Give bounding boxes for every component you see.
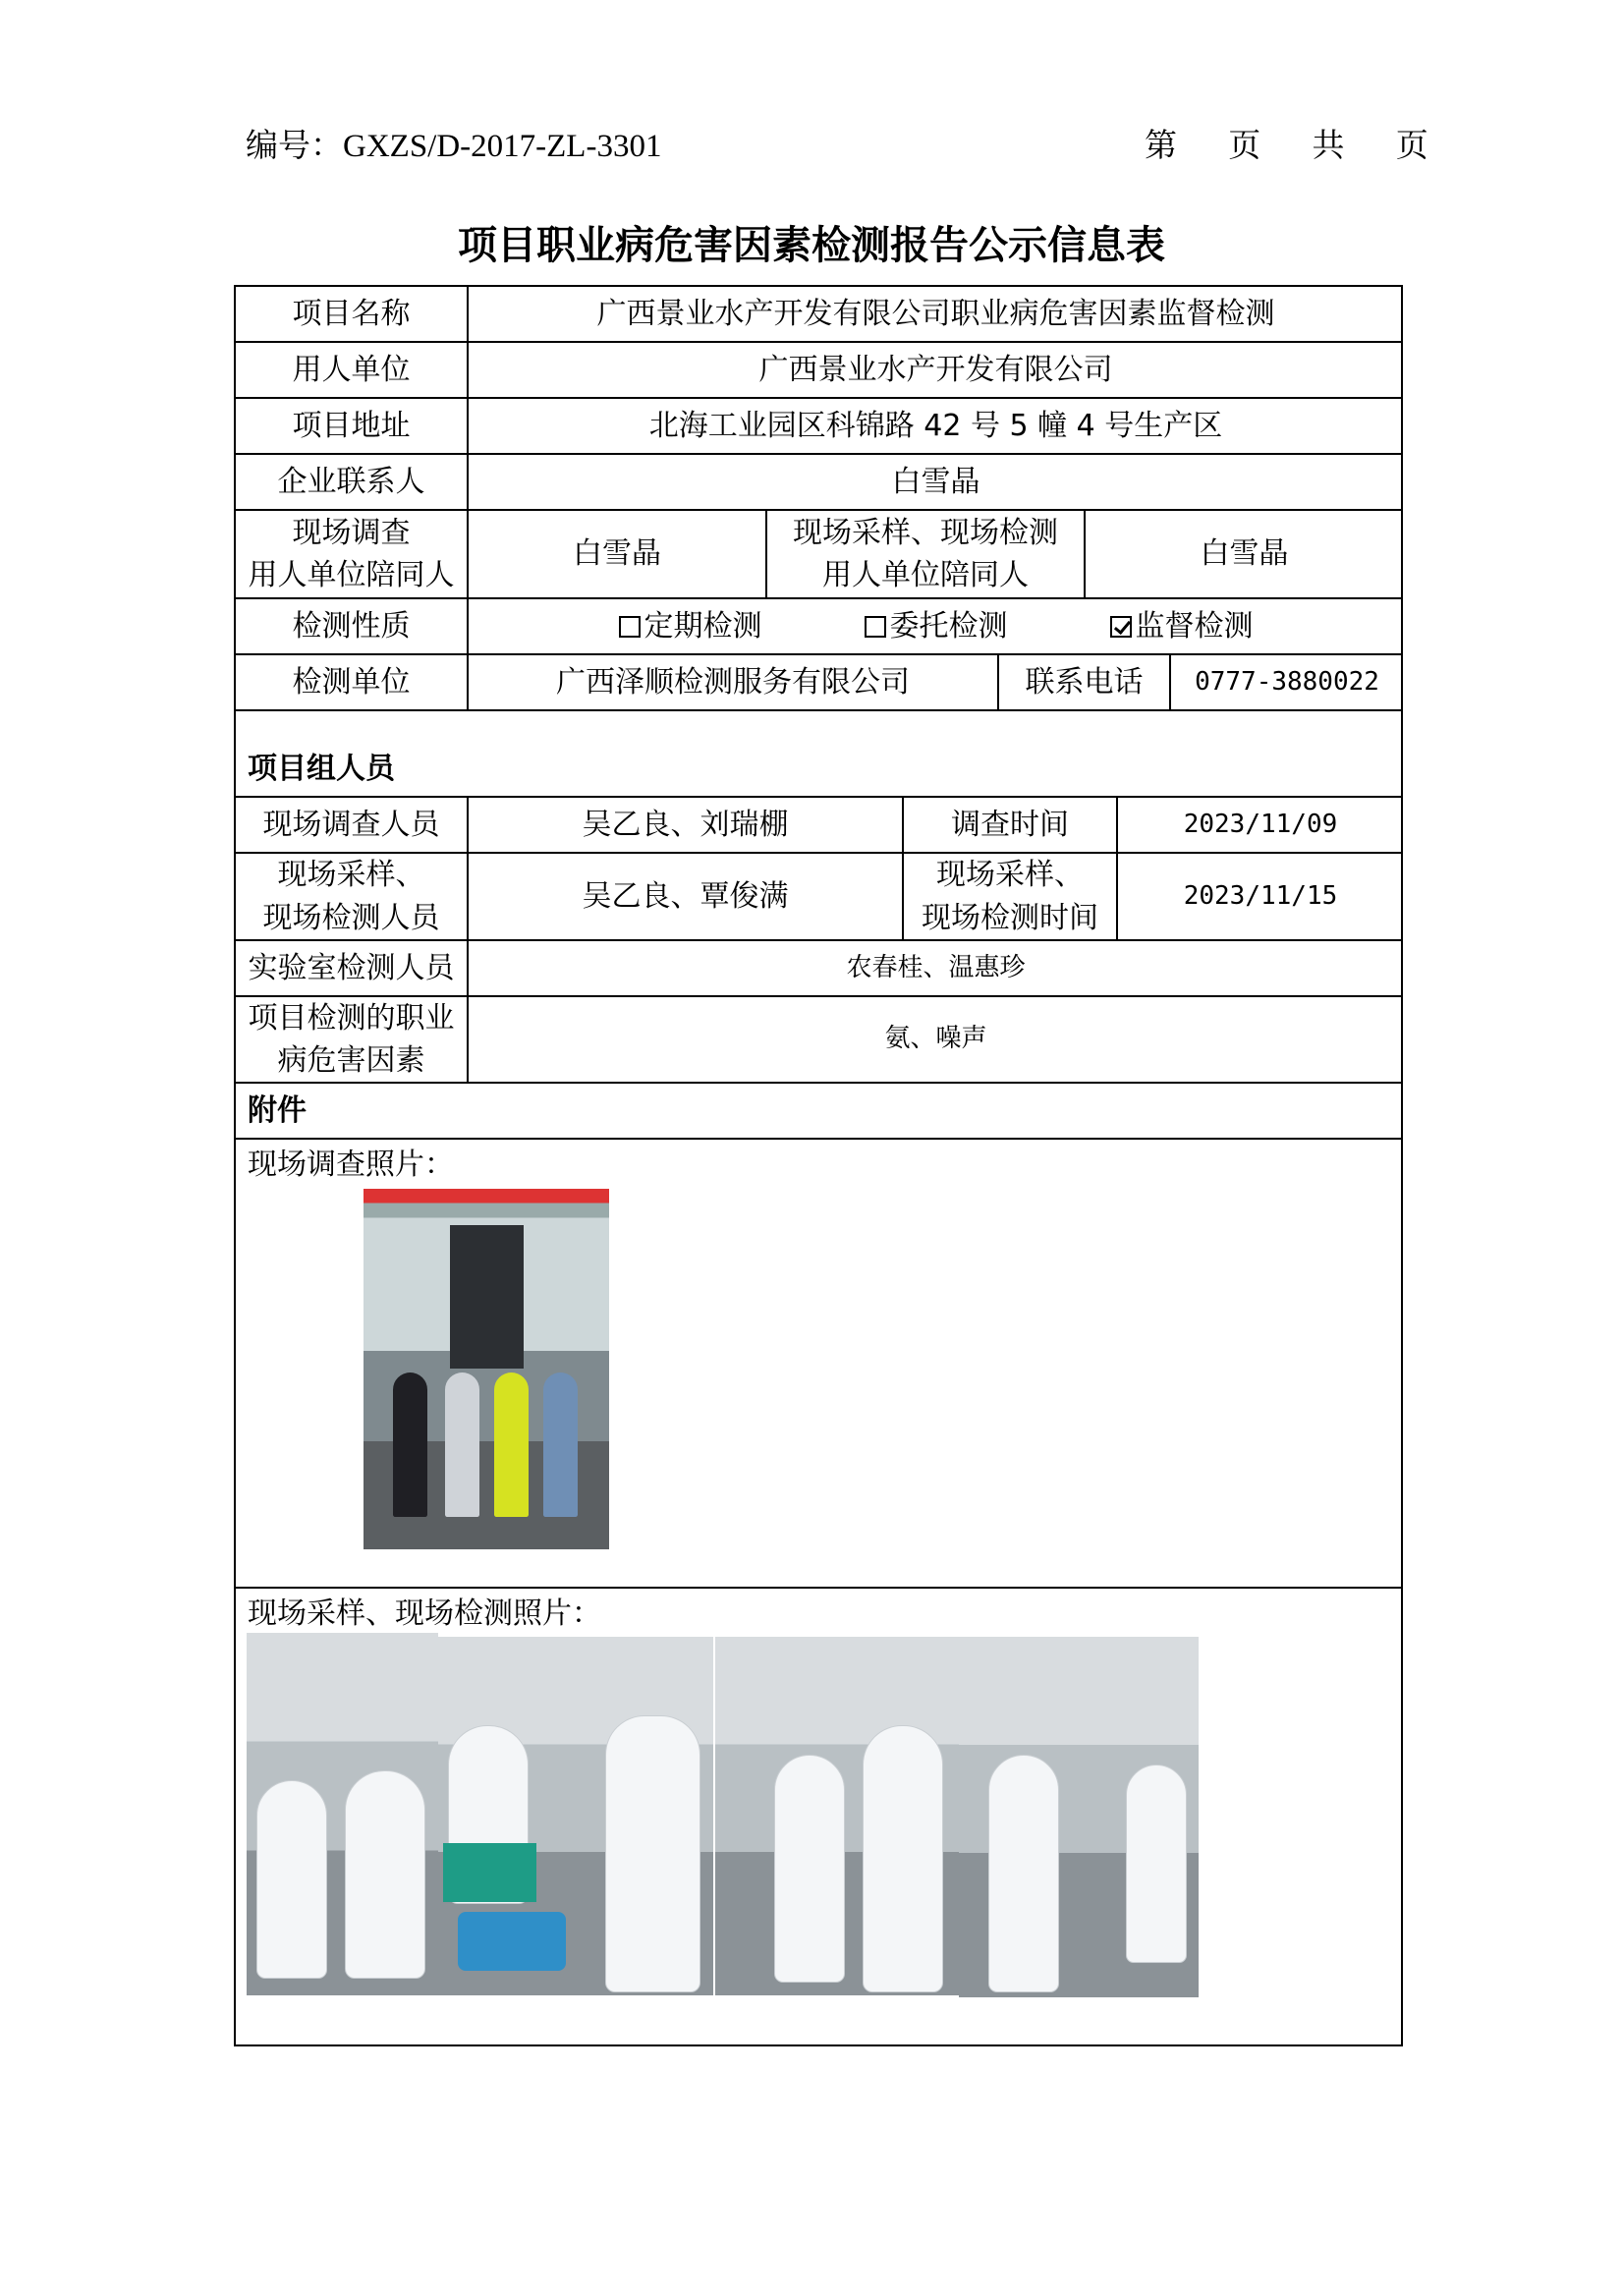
phone-value: 0777-3880022 [1171, 655, 1403, 711]
lab-value: 广西泽顺检测服务有限公司 [469, 655, 999, 711]
samplers-value: 吴乙良、覃俊满 [469, 854, 904, 941]
contact-value: 白雪晶 [469, 455, 1403, 511]
sampling-photo-2 [438, 1637, 713, 1995]
surveyors-value: 吴乙良、刘瑞棚 [469, 798, 904, 854]
photo-worker [774, 1755, 845, 1983]
employer-label: 用人单位 [236, 343, 469, 399]
nature-options [469, 599, 1403, 655]
survey-photos-label: 现场调查照片： [248, 1148, 454, 1182]
employer-value: 广西景业水产开发有限公司 [469, 343, 1403, 399]
photo-door [450, 1225, 524, 1370]
survey-escort-label: 现场调查 用人单位陪同人 [236, 511, 469, 599]
sampling-photos-label: 现场采样、现场检测照片： [248, 1596, 601, 1631]
photo-crate [443, 1843, 536, 1902]
project-name-label: 项目名称 [236, 287, 469, 343]
lab-staff-value: 农春桂、温惠珍 [469, 941, 1403, 997]
sampling-photo-1 [247, 1633, 438, 1995]
photo-tub [458, 1912, 566, 1971]
photo-worker [988, 1755, 1059, 1992]
page-count: 第 页 共 页 [1145, 129, 1450, 164]
nature-label: 检测性质 [236, 599, 469, 655]
info-table [234, 285, 1403, 2046]
sampling-escort-label: 现场采样、现场检测 用人单位陪同人 [767, 511, 1086, 599]
option-entrusted [865, 605, 1008, 648]
checkbox-icon [865, 616, 886, 638]
document-title: 项目职业病危害因素检测报告公示信息表 [458, 222, 1165, 268]
samplers-label: 现场采样、 现场检测人员 [236, 854, 469, 941]
survey-photo [364, 1189, 609, 1549]
lab-staff-label: 实验室检测人员 [236, 941, 469, 997]
document-number: 编号：GXZS/D-2017-ZL-3301 [246, 129, 662, 164]
surveyors-label: 现场调查人员 [236, 798, 469, 854]
survey-time-label: 调查时间 [904, 798, 1118, 854]
photo-worker [863, 1725, 943, 1992]
sampling-time-label: 现场采样、 现场检测时间 [904, 854, 1118, 941]
option-label: 委托检测 [889, 608, 1008, 644]
address-label: 项目地址 [236, 399, 469, 455]
photo-worker [1126, 1764, 1187, 1963]
photo-person [393, 1372, 427, 1517]
sampling-escort-value: 白雪晶 [1086, 511, 1403, 599]
checked-checkbox-icon [1110, 616, 1132, 638]
photo-person [494, 1372, 529, 1517]
photo-worker [605, 1715, 700, 1992]
option-supervisory [1110, 605, 1254, 648]
lab-label: 检测单位 [236, 655, 469, 711]
contact-label: 企业联系人 [236, 455, 469, 511]
team-section-title: 项目组人员 [236, 711, 1403, 798]
hazards-value: 氨、噪声 [469, 997, 1403, 1084]
survey-time-value: 2023/11/09 [1118, 798, 1403, 854]
photo-worker [345, 1770, 425, 1979]
attachments-section-title: 附件 [236, 1084, 1403, 1140]
photo-person [543, 1372, 578, 1517]
option-label: 定期检测 [644, 608, 762, 644]
hazards-label: 项目检测的职业 病危害因素 [236, 997, 469, 1084]
photo-worker [256, 1780, 327, 1979]
checkbox-icon [619, 616, 641, 638]
address-value: 北海工业园区科锦路 42 号 5 幢 4 号生产区 [469, 399, 1403, 455]
phone-label: 联系电话 [999, 655, 1171, 711]
photo-person [445, 1372, 479, 1517]
sampling-photo-4 [959, 1637, 1199, 1997]
sampling-time-value: 2023/11/15 [1118, 854, 1403, 941]
survey-escort-value: 白雪晶 [469, 511, 767, 599]
option-periodic [619, 605, 762, 648]
project-name-value: 广西景业水产开发有限公司职业病危害因素监督检测 [469, 287, 1403, 343]
option-label: 监督检测 [1135, 608, 1254, 644]
sampling-photo-3 [715, 1637, 959, 1995]
